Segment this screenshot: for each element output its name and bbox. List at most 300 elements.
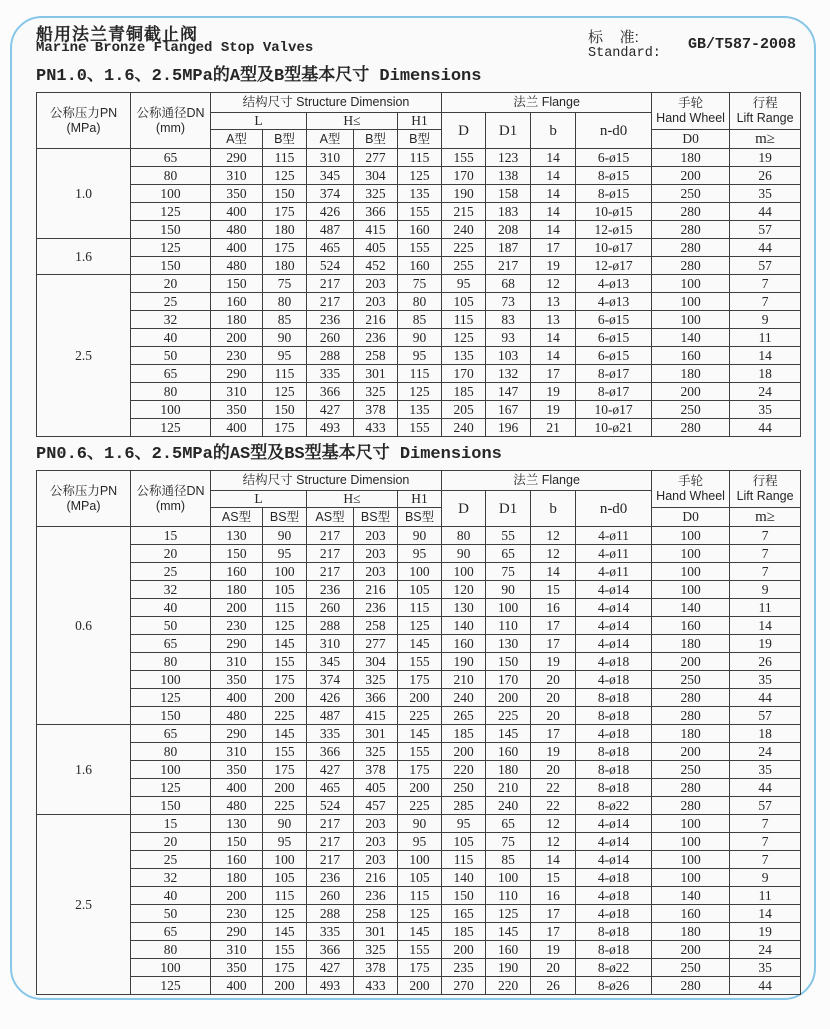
dimension-cell: 160 xyxy=(486,743,531,761)
dimension-cell: 17 xyxy=(531,725,576,743)
dimension-cell: 160 xyxy=(398,257,442,275)
dimension-cell: 65 xyxy=(131,365,211,383)
dimension-cell: 125 xyxy=(131,419,211,437)
table1-body xyxy=(37,149,801,437)
dimension-cell: 80 xyxy=(131,743,211,761)
dimension-cell: 6-ø15 xyxy=(576,329,652,347)
dimension-cell: 270 xyxy=(442,977,486,995)
dimension-cell: 90 xyxy=(486,581,531,599)
table-row xyxy=(37,833,801,851)
dimension-cell: 280 xyxy=(652,689,730,707)
dimension-cell: 14 xyxy=(531,185,576,203)
dimension-cell: 100 xyxy=(652,851,730,869)
dimension-cell: 335 xyxy=(307,365,354,383)
dimension-cell: 17 xyxy=(531,617,576,635)
dimension-cell: 225 xyxy=(398,707,442,725)
dimension-cell: 115 xyxy=(442,311,486,329)
table-row xyxy=(37,671,801,689)
header-h1: H1 xyxy=(398,113,442,130)
dimension-cell: 4-ø18 xyxy=(576,887,652,905)
dimension-cell: 203 xyxy=(354,293,398,311)
dimension-cell: 280 xyxy=(652,239,730,257)
dimension-cell: 160 xyxy=(398,221,442,239)
dimension-cell: 65 xyxy=(131,635,211,653)
document-title-en: Marine Bronze Flanged Stop Valves xyxy=(36,40,314,56)
dimension-cell: 12-ø15 xyxy=(576,221,652,239)
lift-en: Lift Range xyxy=(736,489,794,504)
table-row xyxy=(37,293,801,311)
dimension-cell: 175 xyxy=(263,239,307,257)
dimension-cell: 138 xyxy=(486,167,531,185)
dimension-cell: 8-ø15 xyxy=(576,185,652,203)
dimension-cell: 4-ø11 xyxy=(576,527,652,545)
dimension-cell: 20 xyxy=(131,545,211,563)
dimension-cell: 155 xyxy=(263,941,307,959)
dimension-cell: 9 xyxy=(730,311,801,329)
dimension-cell: 374 xyxy=(307,185,354,203)
dimension-cell: 115 xyxy=(263,365,307,383)
dimension-cell: 366 xyxy=(307,743,354,761)
table-row xyxy=(37,779,801,797)
table-row xyxy=(37,527,801,545)
dimension-cell: 73 xyxy=(486,293,531,311)
table-row xyxy=(37,797,801,815)
dimension-cell: 130 xyxy=(486,635,531,653)
dimension-cell: 180 xyxy=(652,635,730,653)
dimension-cell: 217 xyxy=(307,527,354,545)
dimension-cell: 325 xyxy=(354,743,398,761)
dimension-cell: 240 xyxy=(442,419,486,437)
dimension-cell: 4-ø14 xyxy=(576,617,652,635)
dimension-cell: 216 xyxy=(354,311,398,329)
dimension-cell: 7 xyxy=(730,545,801,563)
dimension-cell: 220 xyxy=(486,977,531,995)
dimension-cell: 325 xyxy=(354,671,398,689)
dimension-cell: 125 xyxy=(263,167,307,185)
header-dn xyxy=(131,93,211,149)
handwheel-zh: 手轮 xyxy=(678,474,704,489)
table-row xyxy=(37,851,801,869)
dimension-cell: 480 xyxy=(211,221,263,239)
dimension-cell: 100 xyxy=(131,401,211,419)
dimension-cell: 350 xyxy=(211,671,263,689)
dimension-cell: 260 xyxy=(307,329,354,347)
dimension-cell: 236 xyxy=(354,329,398,347)
dimension-cell: 301 xyxy=(354,365,398,383)
dimension-cell: 15 xyxy=(131,815,211,833)
dimension-cell: 14 xyxy=(531,221,576,239)
dimension-cell: 150 xyxy=(211,275,263,293)
dimension-cell: 25 xyxy=(131,563,211,581)
table-row xyxy=(37,581,801,599)
dimension-cell: 150 xyxy=(211,833,263,851)
dimension-cell: 285 xyxy=(442,797,486,815)
dimension-cell: 290 xyxy=(211,365,263,383)
dimension-cell: 25 xyxy=(131,293,211,311)
dimension-cell: 183 xyxy=(486,203,531,221)
table-row xyxy=(37,275,801,293)
dimension-cell: 378 xyxy=(354,401,398,419)
dimension-cell: 290 xyxy=(211,725,263,743)
dimension-cell: 10-ø15 xyxy=(576,203,652,221)
dimension-cell: 19 xyxy=(730,149,801,167)
dimension-cell: 35 xyxy=(730,185,801,203)
dimension-cell: 290 xyxy=(211,635,263,653)
header-h-type-b: B型 xyxy=(354,130,398,149)
dimension-cell: 95 xyxy=(263,347,307,365)
dimension-cell: 217 xyxy=(307,293,354,311)
dimension-cell: 100 xyxy=(398,563,442,581)
pn-label: 公称压力PN xyxy=(49,105,118,120)
dimension-cell: 301 xyxy=(354,725,398,743)
dimension-cell: 10-ø21 xyxy=(576,419,652,437)
dimension-cell: 8-ø18 xyxy=(576,707,652,725)
header-structure: 结构尺寸 Structure Dimension xyxy=(211,471,442,491)
dimension-cell: 105 xyxy=(263,869,307,887)
handwheel-en: Hand Wheel xyxy=(656,489,725,504)
dimension-cell: 155 xyxy=(442,149,486,167)
dimension-cell: 335 xyxy=(307,923,354,941)
dimension-cell: 200 xyxy=(398,779,442,797)
dimension-cell: 12 xyxy=(531,545,576,563)
dimension-cell: 400 xyxy=(211,977,263,995)
dimension-cell: 240 xyxy=(442,221,486,239)
table-row xyxy=(37,203,801,221)
dimension-cell: 175 xyxy=(263,203,307,221)
dimension-cell: 95 xyxy=(398,347,442,365)
pn-unit: (MPa) xyxy=(66,498,101,513)
dimension-cell: 427 xyxy=(307,401,354,419)
dimension-cell: 8-ø18 xyxy=(576,923,652,941)
dimension-cell: 65 xyxy=(131,725,211,743)
dimension-cell: 200 xyxy=(442,743,486,761)
table-row xyxy=(37,869,801,887)
dimension-cell: 400 xyxy=(211,203,263,221)
dimension-cell: 4-ø18 xyxy=(576,869,652,887)
table2-body xyxy=(37,527,801,995)
dimension-cell: 155 xyxy=(263,743,307,761)
pn-group-cell: 1.6 xyxy=(37,239,131,275)
dimension-cell: 8-ø15 xyxy=(576,167,652,185)
table-row xyxy=(37,257,801,275)
dimension-cell: 4-ø11 xyxy=(576,563,652,581)
dimension-cell: 8-ø18 xyxy=(576,779,652,797)
dimension-cell: 20 xyxy=(531,761,576,779)
dimension-cell: 258 xyxy=(354,347,398,365)
table-row xyxy=(37,617,801,635)
dimension-cell: 115 xyxy=(398,149,442,167)
dimension-cell: 18 xyxy=(730,725,801,743)
dimension-cell: 200 xyxy=(263,689,307,707)
dimension-cell: 80 xyxy=(131,167,211,185)
dimension-cell: 288 xyxy=(307,617,354,635)
dimension-cell: 115 xyxy=(263,599,307,617)
dimension-cell: 236 xyxy=(307,869,354,887)
dimension-cell: 8-ø18 xyxy=(576,743,652,761)
dimension-cell: 100 xyxy=(652,869,730,887)
dimension-cell: 215 xyxy=(442,203,486,221)
dimension-cell: 524 xyxy=(307,797,354,815)
handwheel-en: Hand Wheel xyxy=(656,111,725,126)
dimension-cell: 15 xyxy=(131,527,211,545)
dimension-cell: 65 xyxy=(131,149,211,167)
handwheel-zh: 手轮 xyxy=(678,96,704,111)
dimension-cell: 100 xyxy=(486,599,531,617)
dimension-cell: 4-ø11 xyxy=(576,545,652,563)
dimension-cell: 15 xyxy=(531,581,576,599)
dimension-cell: 280 xyxy=(652,977,730,995)
dimension-cell: 250 xyxy=(652,185,730,203)
dimension-cell: 230 xyxy=(211,905,263,923)
standard-value: GB/T587-2008 xyxy=(688,36,797,53)
dimension-cell: 310 xyxy=(211,167,263,185)
dimension-cell: 7 xyxy=(730,815,801,833)
dimension-cell: 175 xyxy=(263,671,307,689)
dimension-cell: 65 xyxy=(486,815,531,833)
dimension-cell: 200 xyxy=(263,977,307,995)
dimension-cell: 310 xyxy=(211,653,263,671)
dimension-cell: 24 xyxy=(730,941,801,959)
dimension-cell: 19 xyxy=(730,635,801,653)
dimension-cell: 350 xyxy=(211,185,263,203)
dimension-cell: 426 xyxy=(307,203,354,221)
dimension-cell: 125 xyxy=(131,779,211,797)
dimension-cell: 493 xyxy=(307,977,354,995)
dimension-cell: 487 xyxy=(307,707,354,725)
dimension-cell: 9 xyxy=(730,581,801,599)
header-h-type-a: A型 xyxy=(307,130,354,149)
dimension-cell: 100 xyxy=(131,185,211,203)
dimension-cell: 24 xyxy=(730,743,801,761)
dimension-cell: 185 xyxy=(442,383,486,401)
dimension-cell: 160 xyxy=(652,617,730,635)
dimension-cell: 145 xyxy=(486,725,531,743)
header-b: b xyxy=(531,113,576,149)
dimension-cell: 210 xyxy=(486,779,531,797)
dimension-cell: 155 xyxy=(398,239,442,257)
dimension-cell: 216 xyxy=(354,581,398,599)
dimension-cell: 250 xyxy=(442,779,486,797)
dimension-cell: 80 xyxy=(131,653,211,671)
header-structure: 结构尺寸 Structure Dimension xyxy=(211,93,442,113)
dimension-cell: 125 xyxy=(442,329,486,347)
dimension-cell: 217 xyxy=(307,851,354,869)
dimension-cell: 130 xyxy=(211,815,263,833)
dimension-cell: 20 xyxy=(531,959,576,977)
dimension-cell: 32 xyxy=(131,869,211,887)
pn-group-cell: 2.5 xyxy=(37,815,131,995)
table-row xyxy=(37,653,801,671)
dimension-cell: 105 xyxy=(398,581,442,599)
table-row xyxy=(37,923,801,941)
document-title-zh: 船用法兰青铜截止阀 xyxy=(36,25,198,44)
dimension-cell: 258 xyxy=(354,617,398,635)
dimensions-table-ab xyxy=(36,92,801,437)
dimension-cell: 125 xyxy=(398,383,442,401)
dimension-cell: 95 xyxy=(442,815,486,833)
dimension-cell: 426 xyxy=(307,689,354,707)
lift-zh: 行程 xyxy=(752,474,778,489)
dimension-cell: 100 xyxy=(263,563,307,581)
dimension-cell: 6-ø15 xyxy=(576,347,652,365)
dimension-cell: 200 xyxy=(652,743,730,761)
dimension-cell: 290 xyxy=(211,923,263,941)
dimension-cell: 310 xyxy=(307,635,354,653)
dimension-cell: 150 xyxy=(131,221,211,239)
dimension-cell: 280 xyxy=(652,203,730,221)
dimension-cell: 90 xyxy=(263,329,307,347)
dimension-cell: 250 xyxy=(652,401,730,419)
dimension-cell: 374 xyxy=(307,671,354,689)
table-row xyxy=(37,635,801,653)
dimension-cell: 75 xyxy=(486,563,531,581)
dimension-cell: 21 xyxy=(531,419,576,437)
dimension-cell: 400 xyxy=(211,689,263,707)
pn-unit: (MPa) xyxy=(66,120,101,135)
dimension-cell: 180 xyxy=(652,725,730,743)
header-h: H≤ xyxy=(307,113,398,130)
dimension-cell: 150 xyxy=(442,887,486,905)
dimension-cell: 93 xyxy=(486,329,531,347)
dimension-cell: 180 xyxy=(652,923,730,941)
dimension-cell: 44 xyxy=(730,419,801,437)
dimension-cell: 35 xyxy=(730,959,801,977)
dimension-cell: 19 xyxy=(531,383,576,401)
dimension-cell: 135 xyxy=(398,185,442,203)
dimension-cell: 378 xyxy=(354,761,398,779)
dimension-cell: 19 xyxy=(730,923,801,941)
header-flange: 法兰 Flange xyxy=(442,93,652,113)
dimension-cell: 100 xyxy=(652,293,730,311)
dimension-cell: 180 xyxy=(211,581,263,599)
dimension-cell: 366 xyxy=(354,689,398,707)
dimension-cell: 17 xyxy=(531,923,576,941)
dimension-cell: 205 xyxy=(442,401,486,419)
dimension-cell: 301 xyxy=(354,923,398,941)
dimension-cell: 80 xyxy=(442,527,486,545)
standard-label-zh: 标 准: xyxy=(588,29,639,46)
dimension-cell: 180 xyxy=(263,221,307,239)
dimension-cell: 95 xyxy=(398,545,442,563)
dimension-cell: 85 xyxy=(263,311,307,329)
dimension-cell: 12-ø17 xyxy=(576,257,652,275)
dimension-cell: 400 xyxy=(211,419,263,437)
dimension-cell: 8-ø26 xyxy=(576,977,652,995)
dimension-cell: 8-ø18 xyxy=(576,941,652,959)
dimension-cell: 175 xyxy=(263,419,307,437)
dimension-cell: 26 xyxy=(730,653,801,671)
table-row xyxy=(37,149,801,167)
dimension-cell: 7 xyxy=(730,851,801,869)
section-1-title: PN1.0、1.6、2.5MPa的A型及B型基本尺寸 Dimensions xyxy=(36,67,482,86)
dimension-cell: 366 xyxy=(307,383,354,401)
dimension-cell: 14 xyxy=(730,617,801,635)
dimension-cell: 280 xyxy=(652,419,730,437)
dimension-cell: 110 xyxy=(486,887,531,905)
dimension-cell: 8-ø18 xyxy=(576,689,652,707)
pn-group-cell: 1.6 xyxy=(37,725,131,815)
header-h-type-bs: BS型 xyxy=(354,508,398,527)
dimension-cell: 125 xyxy=(398,167,442,185)
dimension-cell: 378 xyxy=(354,959,398,977)
dimension-cell: 14 xyxy=(531,203,576,221)
header-l-type-bs: BS型 xyxy=(263,508,307,527)
dimension-cell: 90 xyxy=(398,329,442,347)
dimension-cell: 16 xyxy=(531,887,576,905)
table-row xyxy=(37,365,801,383)
table-row xyxy=(37,185,801,203)
dimension-cell: 310 xyxy=(211,743,263,761)
dimension-cell: 40 xyxy=(131,887,211,905)
lift-en: Lift Range xyxy=(736,111,794,126)
dimension-cell: 40 xyxy=(131,329,211,347)
dimension-cell: 304 xyxy=(354,653,398,671)
dimension-cell: 17 xyxy=(531,905,576,923)
dimension-cell: 200 xyxy=(398,689,442,707)
dimension-cell: 200 xyxy=(211,887,263,905)
dimension-cell: 185 xyxy=(442,725,486,743)
dimension-cell: 22 xyxy=(531,797,576,815)
dimension-cell: 125 xyxy=(398,617,442,635)
dimension-cell: 11 xyxy=(730,329,801,347)
table-row xyxy=(37,887,801,905)
dimension-cell: 12 xyxy=(531,527,576,545)
dimension-cell: 4-ø14 xyxy=(576,581,652,599)
dimension-cell: 32 xyxy=(131,311,211,329)
dimension-cell: 95 xyxy=(442,275,486,293)
dimension-cell: 150 xyxy=(131,797,211,815)
dimension-cell: 20 xyxy=(531,689,576,707)
dimension-cell: 4-ø18 xyxy=(576,905,652,923)
dimension-cell: 75 xyxy=(263,275,307,293)
dimension-cell: 100 xyxy=(652,563,730,581)
dimension-cell: 187 xyxy=(486,239,531,257)
table-row xyxy=(37,167,801,185)
dimension-cell: 90 xyxy=(442,545,486,563)
dimension-cell: 203 xyxy=(354,275,398,293)
dimension-cell: 200 xyxy=(652,941,730,959)
dimension-cell: 236 xyxy=(354,887,398,905)
dimension-cell: 22 xyxy=(531,779,576,797)
dimension-cell: 145 xyxy=(263,725,307,743)
dimension-cell: 32 xyxy=(131,581,211,599)
dimension-cell: 480 xyxy=(211,257,263,275)
dimension-cell: 260 xyxy=(307,887,354,905)
dimension-cell: 125 xyxy=(131,689,211,707)
dimension-cell: 290 xyxy=(211,149,263,167)
dimension-cell: 105 xyxy=(442,293,486,311)
dimension-cell: 524 xyxy=(307,257,354,275)
dimension-cell: 20 xyxy=(531,671,576,689)
header-dn xyxy=(131,471,211,527)
dimension-cell: 14 xyxy=(730,347,801,365)
dimension-cell: 265 xyxy=(442,707,486,725)
dimension-cell: 4-ø18 xyxy=(576,725,652,743)
dimension-cell: 100 xyxy=(398,851,442,869)
dimension-cell: 145 xyxy=(398,725,442,743)
dimension-cell: 17 xyxy=(531,365,576,383)
dimension-cell: 19 xyxy=(531,401,576,419)
table-row xyxy=(37,545,801,563)
header-lift-range xyxy=(730,93,801,130)
dimension-cell: 415 xyxy=(354,221,398,239)
dimension-cell: 170 xyxy=(442,167,486,185)
dimension-cell: 150 xyxy=(263,185,307,203)
dimension-cell: 225 xyxy=(263,797,307,815)
dimension-cell: 160 xyxy=(211,293,263,311)
dimension-cell: 325 xyxy=(354,941,398,959)
dimension-cell: 405 xyxy=(354,239,398,257)
